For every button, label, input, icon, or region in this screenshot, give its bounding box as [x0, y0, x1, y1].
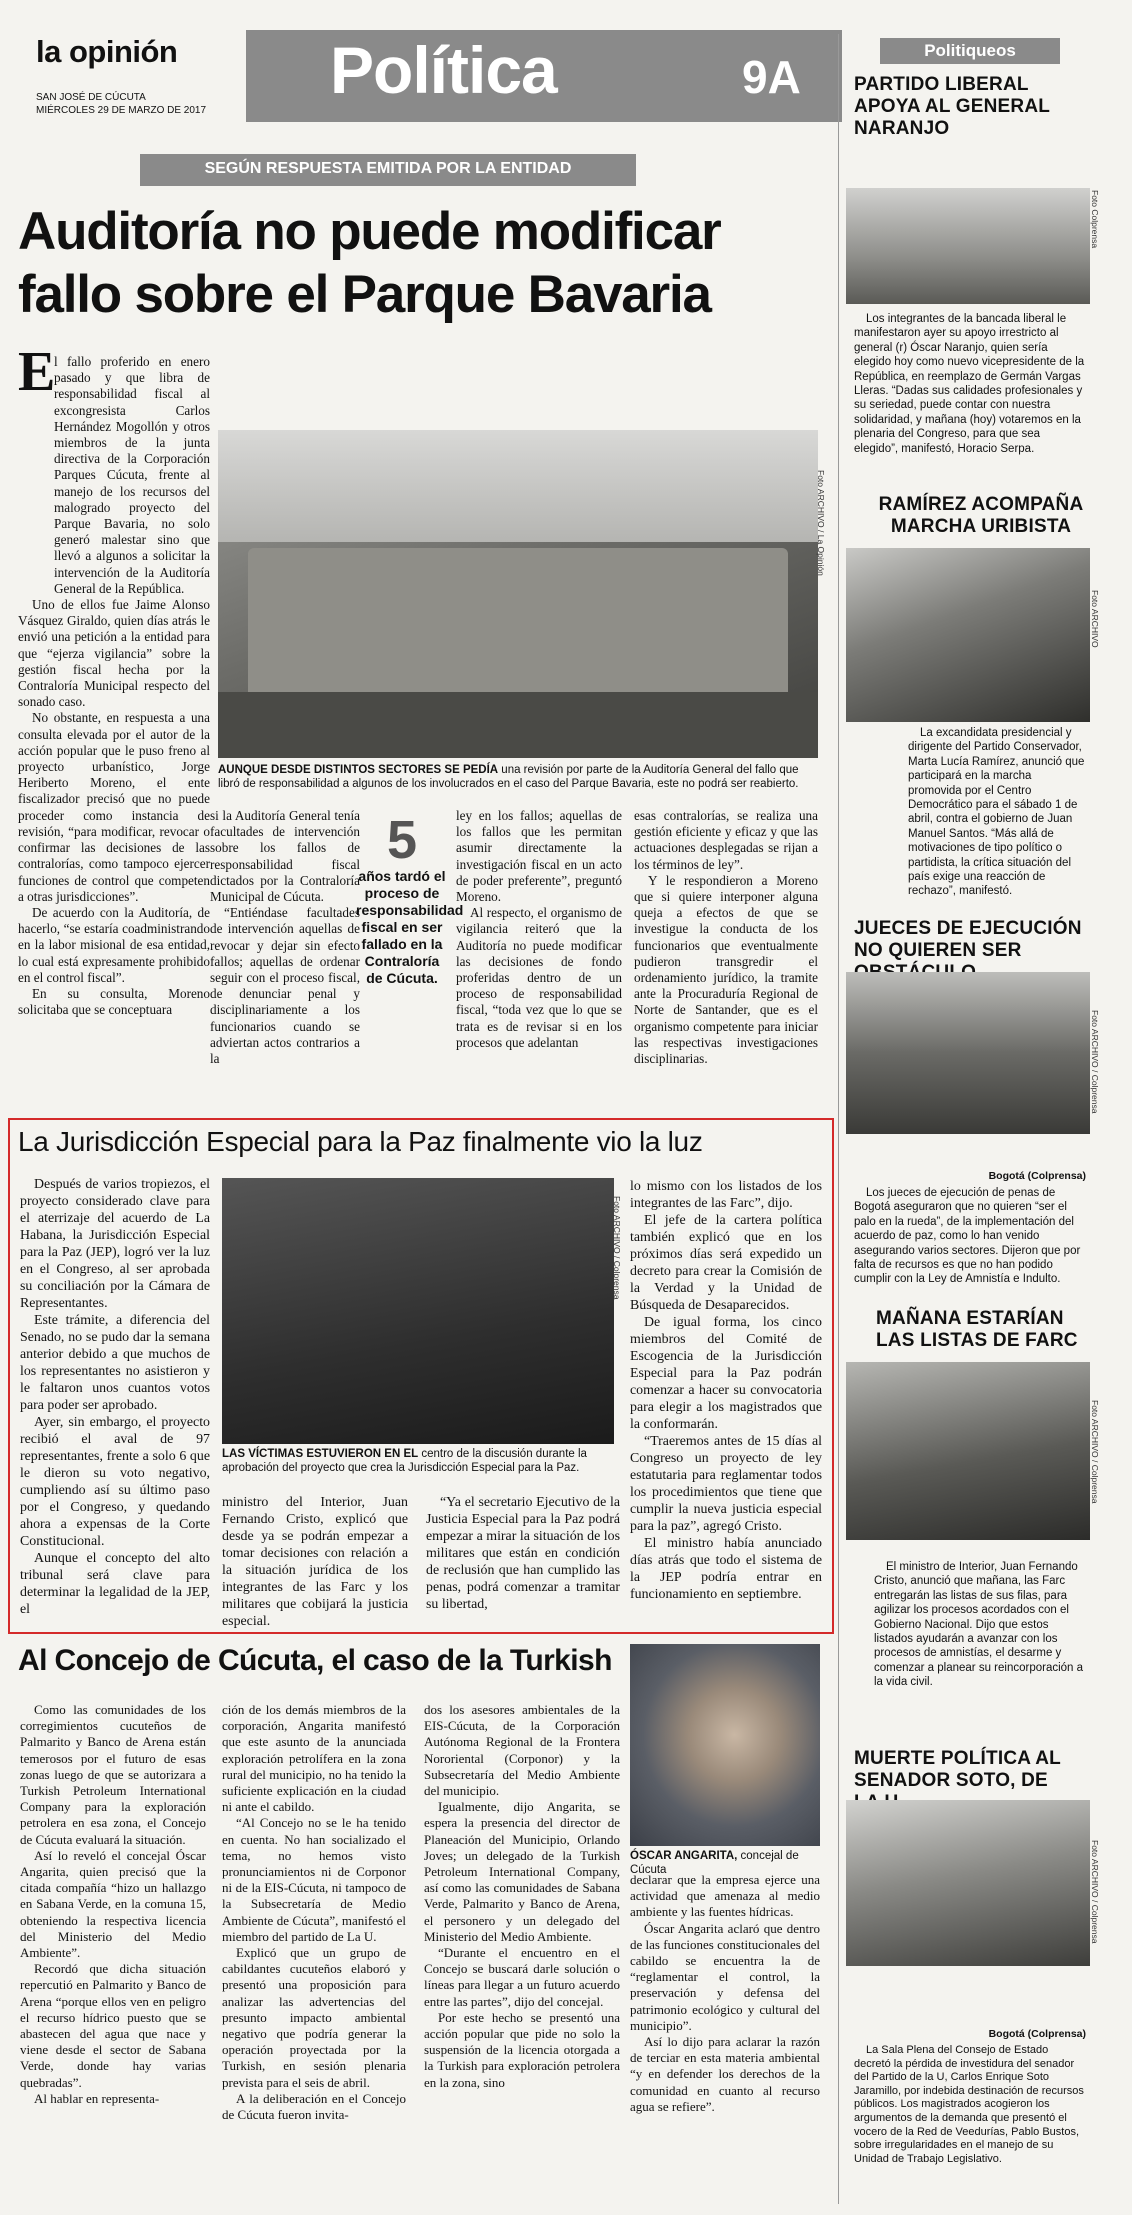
pullquote-number: 5 — [386, 810, 418, 870]
jep-photo-caption-lead: LAS VÍCTIMAS ESTUVIERON EN EL — [222, 1448, 419, 1460]
main-headline — [18, 200, 721, 326]
main-col-1 — [18, 354, 210, 1018]
masthead-location: SAN JOSÉ DE CÚCUTA — [36, 92, 146, 103]
pullquote-text: años tardó el proceso de responsabilidad fiscal en ser fallado en la Contraloría de Cúcuta. — [356, 868, 464, 986]
sidebar-item-3-para: Los jueces de ejecución de penas de Bogotá aseguraron que no quieren “ser el palo en la rueda”, de la implementación del acuerdo de paz, como lo han venido asegurando varios sectores. Dijeron que por falta de recursos es que no han podido cumplir con la Ley de Amnistía e Indulto. — [854, 1187, 1081, 1286]
sidebar-item-4-credit: Foto ARCHIVO / Colprensa — [1090, 1400, 1100, 1504]
main-headline-line-2: fallo sobre el Parque Bavaria — [18, 265, 711, 324]
sidebar-item-5-para: La Sala Plena del Consejo de Estado decretó la pérdida de investidura del senador del Partido de la U, Carlos Enrique Soto Jaramillo, por indebida destinación de recursos públicos. Los magistrados acogieron los argumentos de la demanda que presentó el vocero de la Red de Veedurías, Pablo Bustos, sobre irregularidades en el manejo de su Unidad de Trabajo Legislativo. — [854, 2044, 1084, 2165]
jep-col-3 — [426, 1494, 620, 1613]
jep-col-4-para: El jefe de la cartera política también explicó que en los próximos días será expedido un decreto para crear la Comisión de la Verdad y la Unidad de Búsqueda de Desaparecidos. — [630, 1213, 822, 1313]
main-col-3 — [456, 808, 622, 1051]
pullquote — [356, 810, 464, 987]
sidebar-item-2-credit: Foto ARCHIVO — [1090, 590, 1100, 648]
turkish-photo-caption-text: concejal de Cúcuta — [630, 1850, 799, 1876]
main-photo-caption-lead: AUNQUE DESDE DISTINTOS SECTORES SE PEDÍA — [218, 764, 499, 776]
turkish-col-4-para: Así lo dijo para aclarar la razón de terciar en esta materia ambiental “y en defender los derechos de la comunidad en cuanto al recurso agua se refiere”. — [630, 2034, 820, 2114]
jep-photo-caption — [222, 1448, 614, 1475]
sidebar-item-1-headline: PARTIDO LIBERAL APOYA AL GENERAL NARANJO — [854, 74, 1050, 139]
main-col-4-para: esas contralorías, se realiza una gestión eficiente y eficaz y que las actuaciones desplegadas se rijan a los términos de ley”. — [634, 808, 818, 872]
masthead-logo: la opinión — [36, 34, 178, 69]
jep-col-4-para: lo mismo con los listados de los integrantes de las Farc”, dijo. — [630, 1179, 822, 1211]
turkish-col-3-para: Igualmente, dijo Angarita, se espera la presencia del director de Planeación del Municipio, Orlando Joves; un delegado de la Turkish Petroleum International Company, así como las comunidades de Sabana Verde, Palmarito y Banco de Arena, el personero y un delegado del Ministerio del Medio Ambiente. — [424, 1799, 620, 1944]
sidebar-item-2-photo — [846, 548, 1090, 722]
jep-col-1-para: Después de varios tropiezos, el proyecto considerado clave para el aterrizaje del acuerdo de La Habana, la Jurisdicción Especial para la Paz (JEP), logró ver la luz en el Congreso, al ser aprobada su conciliación por la Cámara de Representantes. — [20, 1177, 210, 1311]
jep-col-1-para: Aunque el concepto del alto tribunal será clave para determinar la legalidad de la JEP, el — [20, 1551, 210, 1617]
sidebar-item-1-credit: Foto Colprensa — [1090, 190, 1100, 249]
main-col-1-para: l fallo proferido en enero pasado y que libra de responsabilidad fiscal al excongresista Carlos Hernández Mogollón y otros miembros de la junta directiva de la Corporación Parques Cúcuta, frente al manejo de los recursos del malogrado proyecto del Parque Bavaria, no solo generó malestar sino que llevó a algunos a solicitar la intervención de la Auditoría General de la República. — [54, 354, 210, 596]
main-col-1-para: No obstante, en respuesta a una consulta elevada por el autor de la acción popular que le puso freno al proyecto urbanístico, Jorge Heriberto Moreno, el ente fiscalizador precisó que no puede proceder como instancia de revisión, “para modificar, revocar o confirmar las decisiones de las contralorías, como tampoco ejercer funciones de control que competen a otras jurisdicciones”. — [18, 710, 210, 904]
sidebar-item-5-photo — [846, 1800, 1090, 1966]
jep-col-1-para: Ayer, sin embargo, el proyecto recibió el aval de 97 representantes, frente a solo 6 que le dieron su voto negativo, cumpliendo así su último paso por el Congreso, y quedando ahora a expensas de la Corte Constitucional. — [20, 1415, 210, 1549]
turkish-col-2-para: ción de los demás miembros de la corporación, Angarita manifestó que este asunto de la anunciada exploración petrolífera en la zona rural del municipio, no ha tenido la suficiente explicación en la ciudad ni ante el cabildo. — [222, 1702, 406, 1815]
main-col-2 — [210, 808, 360, 1067]
turkish-headline: Al Concejo de Cúcuta, el caso de la Turkish — [18, 1644, 612, 1677]
jep-col-4-para: De igual forma, los cinco miembros del Comité de Escogencia de la Jurisdicción Especial para la Paz podrán comenzar a hacer su convocatoria para elegir a los magistrados que la conformarán. — [630, 1315, 822, 1432]
main-col-4 — [634, 808, 818, 1067]
sidebar-item-3-photo — [846, 972, 1090, 1134]
main-col-4-para: Y le respondieron a Moreno que si quiere interponer alguna queja a efectos de que se investigue la conducta de los funcionarios que eventualmente pudieron transgredir el ordenamiento jurídico, la tramite ante la Procuraduría Regional de Norte de Santander, que es el organismo competente para iniciar las respectivas investigaciones disciplinarias. — [634, 872, 818, 1067]
jep-photo-credit: Foto ARCHIVO / Colprensa — [612, 1196, 622, 1300]
main-col-3-para: Al respecto, el organismo de vigilancia reiteró que la Auditoría no puede modificar las decisiones de fondo proferidas dentro de un proceso de responsabilidad fiscal, “toda vez que lo que se trata es de revisar si en los procesos que adelantan — [456, 905, 622, 1050]
turkish-photo-caption-lead: ÓSCAR ANGARITA, — [630, 1850, 738, 1862]
main-photo-caption-text: una revisión por parte de la Auditoría General del fallo que libró de responsabilidad a algunos de los involucrados en el caso del Parque Bavaria, este no podrá ser reabierto. — [218, 764, 799, 790]
sidebar-item-4-headline: MAÑANA ESTARÍAN LAS LISTAS DE FARC — [876, 1308, 1078, 1351]
main-photo-caption — [218, 764, 818, 791]
main-col-1-para: Uno de ellos fue Jaime Alonso Vásquez Giraldo, quien días atrás le envió una petición a la entidad para que “ejerza vigilancia” sobre la gestión fiscal hecha por la Contraloría Municipal respecto del sonado caso. — [18, 597, 210, 710]
jep-col-4 — [630, 1178, 822, 1603]
jep-photo — [222, 1178, 614, 1444]
turkish-col-4 — [630, 1872, 820, 2115]
jep-col-4-para: El ministro había anunciado días atrás que todo el sistema de la JEP podría entrar en funcionamiento en septiembre. — [630, 1536, 822, 1602]
dropcap: E — [18, 341, 56, 403]
sidebar-item-1-photo — [846, 188, 1090, 304]
turkish-col-4-para: declarar que la empresa ejerce una actividad que amenaza al medio ambiente y las fuentes hídricas. — [630, 1872, 820, 1920]
sidebar-item-4-text — [874, 1560, 1086, 1690]
kicker: SEGÚN RESPUESTA EMITIDA POR LA ENTIDAD — [204, 160, 572, 177]
main-photo-credit: Foto ARCHIVO / La Opinión — [816, 470, 826, 576]
sidebar-item-4-photo — [846, 1362, 1090, 1540]
turkish-col-2-para: A la deliberación en el Concejo de Cúcuta fueron invita- — [222, 2090, 406, 2123]
jep-col-2-para: ministro del Interior, Juan Fernando Cristo, explicó que desde ya se podrán empezar a tomar decisiones con relación a la situación jurídica de los integrantes de las Farc y los militares que cobijará la justicia especial. — [222, 1495, 408, 1629]
sidebar-item-3-place: Bogotá (Colprensa) — [988, 1170, 1086, 1182]
page-number: 9A — [742, 51, 801, 103]
main-col-2-para: si la Auditoría General tenía facultades de intervención sobre los fallos de responsabilidad fiscal dictados por la Contraloría Municipal de Cúcuta. — [210, 808, 360, 905]
jep-headline: La Jurisdicción Especial para la Paz finalmente vio la luz — [18, 1126, 703, 1157]
turkish-col-1 — [20, 1702, 206, 2107]
turkish-col-3-para: dos los asesores ambientales de la EIS-Cúcuta, de la Corporación Autónoma Regional de la Frontera Nororiental (Corponor) y la Subsecretaría del Medio Ambiente del municipio. — [424, 1702, 620, 1799]
jep-col-1 — [20, 1176, 210, 1618]
main-col-1-para: De acuerdo con la Auditoría, de hacerlo, “se estaría coadministrando en la labor misional de esa entidad, lo cual está expresamente prohibido en el control fiscal”. — [18, 904, 210, 985]
sidebar-item-4-para: El ministro de Interior, Juan Fernando Cristo, anunció que mañana, las Farc entregarán las listas de sus filas, para agilizar los procesos acordados con el Gobierno Nacional. Dijo que estos listados ayudarán a avanzar con los procesos de amnistías, el desarme y comenzar a planear su reincorporación a la vida civil. — [874, 1561, 1084, 1689]
masthead-date: MIÉRCOLES 29 DE MARZO DE 2017 — [36, 105, 207, 116]
main-photo — [218, 430, 818, 758]
turkish-col-2-para: Explicó que un grupo de cabildantes cucuteños elaboró y presentó una proposición para analizar las advertencias del presunto impacto ambiental negativo que podría generar la operación proyectada por la Turkish, en sesión plenaria prevista para el seis de abril. — [222, 1945, 406, 2090]
turkish-photo — [630, 1644, 820, 1846]
turkish-col-1-para: Como las comunidades de los corregimientos cucuteños de Palmarito y Banco de Arena están temerosos por el futuro de esas zonas luego de que se autorizara a Turkish Petroleum International Company para la exploración petrolera en esa zona, el Concejo de Cúcuta evaluará la situación. — [20, 1702, 206, 1847]
turkish-col-2 — [222, 1702, 406, 2123]
jep-photo-caption-text: centro de la discusión durante la aprobación del proyecto que crea la Jurisdicción Especial para la Paz. — [222, 1448, 587, 1474]
turkish-col-3 — [424, 1702, 620, 2091]
sidebar-item-2-para: La excandidata presidencial y dirigente del Partido Conservador, Marta Lucía Ramírez, anunció que participará en la marcha promovida por el Centro Democrático para el sábado 1 de abril, contra el gobierno de Juan Manuel Santos. “Más allá de motivaciones de tipo político o partidista, la crítica situación del país exige una reacción de rechazo”, manifestó. — [908, 727, 1085, 898]
sidebar-item-5-credit: Foto ARCHIVO / Colprensa — [1090, 1840, 1100, 1944]
turkish-col-4-para: Óscar Angarita aclaró que dentro de las funciones constitucionales del cabildo se encuentra la de “reglamentar el control, la preservación y defensa del patrimonio ecológico y cultural del municipio”. — [630, 1920, 820, 2033]
sidebar-item-2-headline: RAMÍREZ ACOMPAÑA MARCHA URIBISTA — [878, 494, 1084, 537]
sidebar-item-3-text — [854, 1186, 1086, 1287]
main-col-3-para: ley en los fallos; aquellas de los fallos que les permitan asumir directamente la investigación fiscal en un acto de poder preferente”, preguntó Moreno. — [456, 808, 622, 905]
turkish-col-2-para: “Al Concejo no se le ha tenido en cuenta. No han socializado el tema, no hemos visto pronunciamientos ni de Corponor ni de la EIS-Cúcuta, ni tampoco de la Subsecretaría de Medio Ambiente de Cúcuta”, manifestó el miembro del partido de La U. — [222, 1815, 406, 1944]
main-col-2-para: “Entiéndase facultades de intervención aquellas de revocar y dejar sin efecto fallos; aquellas de ordenar seguir con el proceso fiscal, de denunciar penal y disciplinariamente a los funcionarios cuando se adviertan actos contrarios a la — [210, 905, 360, 1067]
main-col-1-para: En su consulta, Moreno solicitaba que se conceptuara — [18, 985, 210, 1018]
section-title: Política — [330, 33, 557, 107]
sidebar-item-5-place: Bogotá (Colprensa) — [988, 2028, 1086, 2040]
jep-col-2 — [222, 1494, 408, 1630]
sidebar-divider — [838, 34, 839, 2204]
jep-col-3-para: “Ya el secretario Ejecutivo de la Justicia Especial para la Paz podrá empezar a mirar la situación de los militares que están en condición de reclusión que han cumplido las penas, podrá comenzar a tramitar su libertad, — [426, 1495, 620, 1612]
jep-col-1-para: Este trámite, a diferencia del Senado, no se pudo dar la semana anterior debido a que muchos de los representantes no asistieron y le faltaron unos cuantos votos para poder ser aprobado. — [20, 1313, 210, 1413]
sidebar-item-1-text — [854, 312, 1086, 456]
turkish-col-3-para: “Durante el encuentro en el Concejo se buscará darle solución o líneas para llegar a un futuro acuerdo entre las partes”, dijo del concejal. — [424, 1945, 620, 2009]
sidebar-item-2-text — [908, 726, 1086, 899]
turkish-col-1-para: Recordó que dicha situación repercutió en Palmarito y Banco de Arena “porque ellos ven en peligro el recurso hídrico puesto que se abastecen del agua que nace y viene desde el sector de Sabana Verde, donde hay varias quebradas”. — [20, 1961, 206, 2090]
sidebar-item-5-text — [854, 2044, 1086, 2166]
sidebar-item-5-headline: MUERTE POLÍTICA AL SENADOR SOTO, DE — [854, 1748, 1061, 1791]
sidebar-item-1-para: Los integrantes de la bancada liberal le manifestaron ayer su apoyo irrestricto al general (r) Óscar Naranjo, quien sería elegido hoy como nuevo vicepresidente de la República, en reemplazo de Germán Vargas Lleras. “Dadas sus calidades profesionales y su seriedad, puede contar con nuestra solidaridad, y mañana (hoy) votaremos en la plenaria del Congreso, para que sea elegido”, manifestó, Horacio Serpa. — [854, 313, 1085, 455]
sidebar-item-3-credit: Foto ARCHIVO / Colprensa — [1090, 1010, 1100, 1114]
turkish-col-1-para: Así lo reveló el concejal Óscar Angarita, quien precisó que la citada compañía “hizo un hallazgo en Sabana Verde, en la comuna 15, obteniendo la respectiva licencia del Ministerio del Medio Ambiente”. — [20, 1847, 206, 1961]
sidebar-label: Politiqueos — [880, 38, 1060, 64]
sidebar-item-3-headline: JUECES DE EJECUCIÓN NO QUIEREN SER — [854, 918, 1082, 961]
turkish-col-1-para: Al hablar en representa- — [34, 2090, 160, 2106]
main-headline-line-1: Auditoría no puede modificar — [18, 202, 721, 261]
turkish-col-3-para: Por este hecho se presentó una acción popular que pide no solo la suspensión de la licencia otorgada a la Turkish para exploración petrolera en la zona, sino — [424, 2009, 620, 2090]
jep-col-4-para: “Traeremos antes de 15 días al Congreso un proyecto de ley estatutaria para reglamentar todos los procedimientos que tiene que cumplir la nueva justicia especial para la paz”, agregó Cristo. — [630, 1434, 822, 1534]
